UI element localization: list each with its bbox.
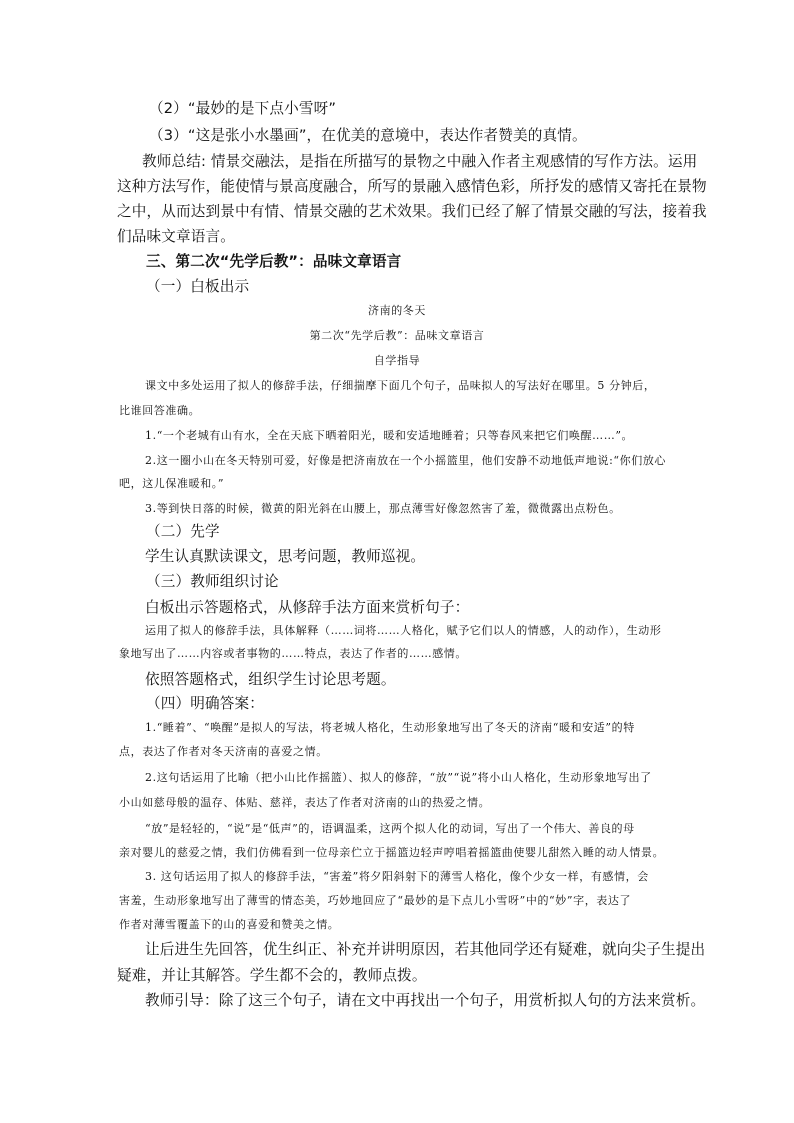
text-line: 疑难，并让其解答。学生都不会的，教师点拨。 xyxy=(117,967,427,984)
slide-text: 吧，这儿保准暖和。” xyxy=(119,477,225,490)
text-line: 们品味文章语言。 xyxy=(117,228,235,245)
subsection-heading: （一）白板出示 xyxy=(146,278,250,295)
subsection-heading: （二）先学 xyxy=(146,523,220,540)
slide-title: 济南的冬天 xyxy=(368,304,426,317)
answer-text: 害羞，生动形象地写出了薄雪的情态美，巧妙地回应了“最妙的是下点儿小雪呀”中的“妙”字，表达了 xyxy=(119,894,632,907)
slide-text: 象地写出了……内容或者事物的……特点，表达了作者的……感情。 xyxy=(119,647,467,660)
slide-text: 比谁回答准确。 xyxy=(119,404,201,417)
answer-text: 点，表达了作者对冬天济南的喜爱之情。 xyxy=(119,745,328,758)
section-heading: 三、第二次“先学后教”：品味文章语言 xyxy=(146,253,402,270)
answer-text: 2.这句话运用了比喻（把小山比作摇篮）、拟人的修辞，“放”“说”将小山人格化，生动形象地写出了 xyxy=(145,771,652,784)
subsection-heading: （三）教师组织讨论 xyxy=(146,573,279,590)
slide-heading: 自学指导 xyxy=(373,354,421,367)
answer-text: 作者对薄雪覆盖下的山的喜爱和赞美之情。 xyxy=(119,918,340,931)
text-line: 教师引导：除了这三个句子，请在文中再找出一个句子，用赏析拟人句的方法来赏析。 xyxy=(145,992,706,1009)
answer-text: 1.“睡着”、“唤醒”是拟人的写法，将老城人格化，生动形象地写出了冬天的济南“暖和安适”的特 xyxy=(145,721,635,734)
answer-text: “放”是轻轻的，“说”是“低声”的，语调温柔，这两个拟人化的动词，写出了一个伟大、善良的母 xyxy=(145,822,635,835)
text-line: 依照答题格式，组织学生讨论思考题。 xyxy=(145,671,396,688)
text-line: 之中，从而达到景中有情、情景交融的艺术效果。我们已经了解了情景交融的写法，接着我 xyxy=(117,203,707,220)
slide-text: 3.等到快日落的时候，微黄的阳光斜在山腰上，那点薄雪好像忽然害了羞，微微露出点粉色。 xyxy=(145,502,621,515)
slide-text: 运用了拟人的修辞手法，具体解释（……词将……人格化，赋予它们以人的情感，人的动作），生动形 xyxy=(145,624,662,637)
slide-text: 2.这一圈小山在冬天特别可爱，好像是把济南放在一个小摇篮里，他们安静不动地低声地说:“你们放心 xyxy=(145,454,667,467)
answer-text: 亲对婴儿的慈爱之情，我们仿佛看到一位母亲伫立于摇篮边轻声哼唱着摇篮曲使婴儿甜然入睡的动人情景。 xyxy=(119,846,665,859)
text-line: 白板出示答题格式，从修辞手法方面来赏析句子： xyxy=(145,599,470,616)
text-line: 这种方法写作，能使情与景高度融合，所写的景融入感情色彩，所抒发的感情又寄托在景物 xyxy=(117,178,707,195)
text-line: （3）“这是张小水墨画”，在优美的意境中，表达作者赞美的真情。 xyxy=(149,127,587,144)
subsection-heading: （四）明确答案： xyxy=(146,695,264,712)
slide-subtitle: 第二次“先学后教”：品味文章语言 xyxy=(309,329,485,342)
text-line: 教师总结: 情景交融法，是指在所描写的景物之中融入作者主观感情的写作方法。运用 xyxy=(142,153,698,170)
text-line: 学生认真默读课文，思考问题，教师巡视。 xyxy=(145,548,426,565)
slide-text: 1.“一个老城有山有水，全在天底下晒着阳光，暖和安适地睡着；只等春风来把它们唤醒……”。 xyxy=(145,429,634,442)
slide-text: 课文中多处运用了拟人的修辞手法，仔细揣摩下面几个句子，品味拟人的写法好在哪里。5 分钟后， xyxy=(145,379,656,392)
text-line: （2）“最妙的是下点小雪呀” xyxy=(149,100,337,117)
answer-text: 小山如慈母般的温存、体贴、慈祥，表达了作者对济南的山的热爱之情。 xyxy=(119,796,491,809)
answer-text: 3. 这句话运用了拟人的修辞手法，“害羞”将夕阳斜射下的薄雪人格化，像个少女一样，有感情，会 xyxy=(145,870,649,883)
text-line: 让后进生先回答，优生纠正、补充并讲明原因，若其他同学还有疑难，就向尖子生提出 xyxy=(145,941,706,958)
